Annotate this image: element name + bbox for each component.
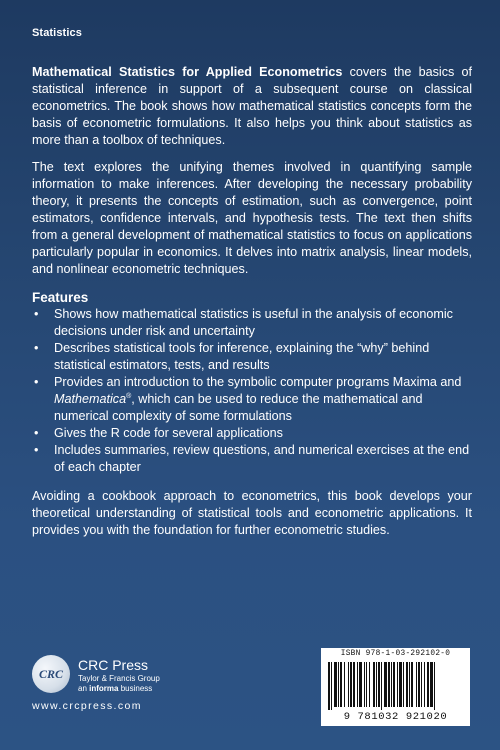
feature-item: • Shows how mathematical statistics is useful in the analysis of economic decisions under risk and uncertainty <box>34 307 453 338</box>
back-cover-text <box>32 64 472 539</box>
barcode-bar <box>378 662 380 707</box>
barcode-bar <box>328 662 330 710</box>
barcode-bar <box>397 662 398 707</box>
barcode-bar <box>391 662 392 707</box>
barcode-bar <box>350 662 352 707</box>
barcode-bar <box>424 662 425 707</box>
barcode-bar <box>434 662 435 710</box>
barcode-bar <box>344 662 345 707</box>
closing-paragraph: Avoiding a cookbook approach to econometrics, this book develops your theoretical understanding of statistical tools and econometric applications. It provides you with the foundation for further econometric studies. <box>32 489 472 537</box>
barcode-bar <box>393 662 395 707</box>
publisher-website: www.crcpress.com <box>32 700 142 712</box>
barcode-icon <box>328 662 463 710</box>
mathematica-name: Mathematica <box>54 392 127 406</box>
intro-paragraph <box>32 64 472 149</box>
bullet-icon: • <box>34 375 39 389</box>
barcode-bar <box>411 662 413 707</box>
feature-item: • Gives the R code for several applications <box>34 426 283 440</box>
intro-text: covers the basics of statistical inference in support of a subsequent course on classical econometrics. The book shows how mathematical statistics concepts form the basis of econometric formulations. It also helps you think about statistics as more than a toolbox of techniques. <box>32 65 473 147</box>
publisher-business: an informa business <box>78 684 153 693</box>
publisher-name: CRC Press <box>78 657 149 673</box>
barcode-bar <box>357 662 358 707</box>
feature-item: • Includes summaries, review questions, and numerical exercises at the end of each chapter <box>34 443 470 474</box>
features-list <box>32 306 472 476</box>
barcode-bar <box>334 662 337 707</box>
registered-mark: ® <box>126 392 132 400</box>
barcode-bar <box>376 662 377 707</box>
bullet-icon: • <box>34 426 39 440</box>
barcode-bar <box>418 662 420 707</box>
publisher-group: Taylor & Francis Group <box>78 674 160 683</box>
barcode-bar <box>359 662 362 707</box>
barcode-bar <box>353 662 355 707</box>
barcode-digits: 9 781032 921020 <box>343 711 448 723</box>
bullet-icon: • <box>34 443 39 457</box>
barcode-bar <box>348 662 349 707</box>
barcode-bar <box>373 662 375 707</box>
barcode-bar <box>369 662 370 707</box>
barcode-bar <box>430 662 433 707</box>
barcode-bar <box>366 662 367 707</box>
barcode-bar <box>364 662 365 707</box>
category-label: Statistics <box>32 27 82 39</box>
book-title: Mathematical Statistics for Applied Econometrics <box>32 65 343 79</box>
isbn-label: ISBN 978-1-03-292102-0 <box>340 650 451 658</box>
description-paragraph: The text explores the unifying themes involved in quantifying sample information to make inferences. After developing the necessary probability theory, it presents the concepts of estimation, such as convergence, point estimators, confidence intervals, and hypothesis tests. The text then shifts from a general development of mathematical statistics to focus on applications particularly popular in economics. It delves into matrix analysis, linear models, and nonlinear econometric techniques. <box>32 160 472 276</box>
barcode-bar <box>340 662 342 707</box>
bullet-icon: • <box>34 307 39 321</box>
feature-item: • Describes statistical tools for inference, explaining the “why” behind statistical estimators, tests, and results <box>34 341 430 372</box>
barcode-bar <box>381 662 382 710</box>
barcode-bar <box>416 662 417 707</box>
features-heading: Features <box>32 290 89 305</box>
barcode-bar <box>384 662 387 707</box>
barcode-bar <box>409 662 410 707</box>
barcode-bar <box>427 662 429 707</box>
barcode-bar <box>338 662 339 707</box>
barcode-bar <box>388 662 390 707</box>
feature-item: • Provides an introduction to the symbolic computer programs Maxima and Mathematica®, which can be used to reduce the mathematical and numerical complexity of some formulations <box>34 375 462 423</box>
barcode-bar <box>406 662 408 707</box>
barcode-bar <box>399 662 402 707</box>
barcode-bar <box>403 662 404 707</box>
barcode-bar <box>421 662 422 707</box>
barcode-bar <box>331 662 332 710</box>
bullet-icon: • <box>34 341 39 355</box>
crc-logo-icon: CRC <box>32 655 70 693</box>
barcode-area <box>321 648 470 726</box>
